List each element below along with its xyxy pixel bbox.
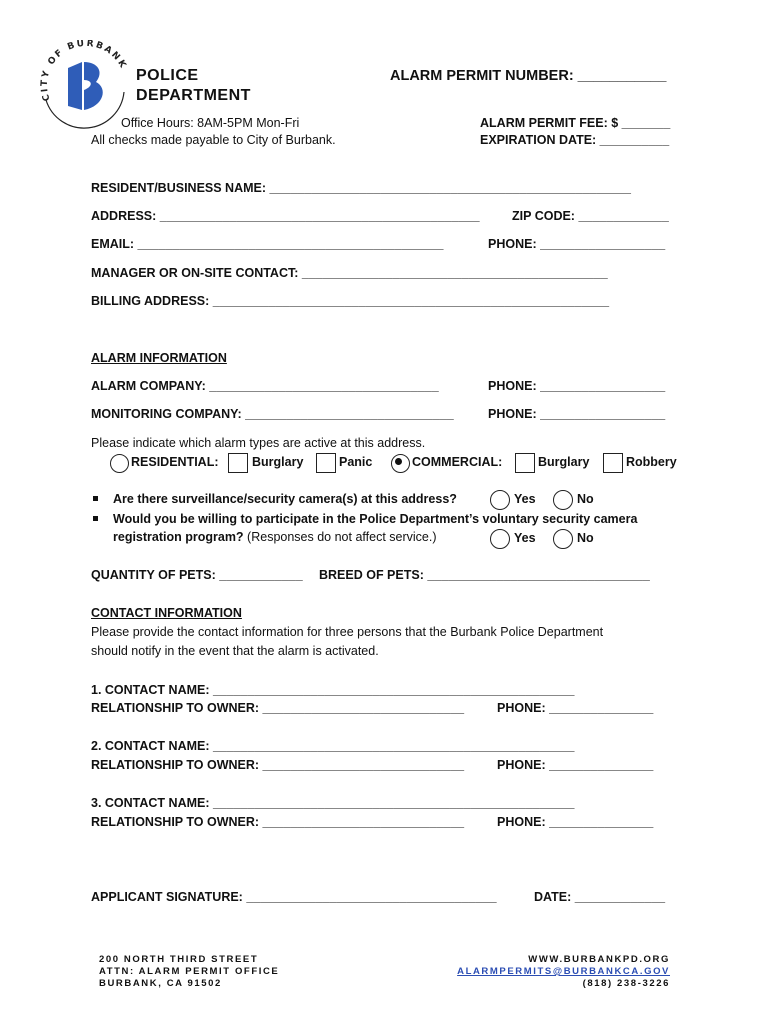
commercial-robbery-label: Robbery xyxy=(626,455,677,469)
contact-3-relationship-field[interactable]: RELATIONSHIP TO OWNER: _____________________________ xyxy=(91,815,465,829)
commercial-burglary-label: Burglary xyxy=(538,455,590,469)
resident-business-name-field[interactable]: RESIDENT/BUSINESS NAME: ____________________________________________________ xyxy=(91,181,631,195)
commercial-burglary-checkbox[interactable] xyxy=(515,453,535,473)
alarm-types-prompt: Please indicate which alarm types are active at this address. xyxy=(91,436,426,450)
permit-number-field[interactable]: ALARM PERMIT NUMBER: ___________ xyxy=(390,68,667,84)
registration-yes-radio[interactable] xyxy=(490,529,510,549)
bullet-icon xyxy=(93,496,98,501)
dept-name-line2: DEPARTMENT xyxy=(136,87,251,104)
registration-question-line2 xyxy=(113,530,437,544)
residential-burglary-label: Burglary xyxy=(252,455,304,469)
commercial-label: COMMERCIAL: xyxy=(412,455,503,469)
contact-2-relationship-field[interactable]: RELATIONSHIP TO OWNER: _____________________________ xyxy=(91,758,465,772)
camera-no-label: No xyxy=(577,492,594,506)
registration-no-radio[interactable] xyxy=(553,529,573,549)
contact-info-heading: CONTACT INFORMATION xyxy=(91,606,242,620)
registration-no-label: No xyxy=(577,531,594,545)
footer-address-line3: BURBANK, CA 91502 xyxy=(99,978,222,989)
footer-phone: (818) 238-3226 xyxy=(582,978,670,989)
billing-address-field[interactable]: BILLING ADDRESS: _________________________________________________________ xyxy=(91,294,610,308)
pets-quantity-field[interactable]: QUANTITY OF PETS: ____________ xyxy=(91,568,303,582)
permit-fee-field[interactable]: ALARM PERMIT FEE: $ _______ xyxy=(480,116,671,130)
commercial-radio[interactable] xyxy=(391,454,410,473)
phone-field[interactable]: PHONE: __________________ xyxy=(488,237,666,251)
contact-1-name-field[interactable]: 1. CONTACT NAME: ____________________________________________________ xyxy=(91,683,575,697)
city-seal-logo xyxy=(38,40,130,132)
contact-3-phone-field[interactable]: PHONE: _______________ xyxy=(497,815,654,829)
contact-info-desc-line1: Please provide the contact information for three persons that the Burbank Police Department xyxy=(91,625,604,639)
contact-1-relationship-field[interactable]: RELATIONSHIP TO OWNER: _____________________________ xyxy=(91,701,465,715)
monitoring-company-phone-field[interactable]: PHONE: __________________ xyxy=(488,407,666,421)
monitoring-company-field[interactable]: MONITORING COMPANY: ______________________________ xyxy=(91,407,454,421)
contact-2-name-field[interactable]: 2. CONTACT NAME: ____________________________________________________ xyxy=(91,739,575,753)
signature-date-field[interactable]: DATE: _____________ xyxy=(534,890,666,904)
contact-3-name-field[interactable]: 3. CONTACT NAME: ____________________________________________________ xyxy=(91,796,575,810)
office-hours: Office Hours: 8AM-5PM Mon-Fri xyxy=(121,116,300,130)
registration-question-note: (Responses do not affect service.) xyxy=(243,530,437,544)
expiration-date-field[interactable]: EXPIRATION DATE: __________ xyxy=(480,133,670,147)
contact-1-phone-field[interactable]: PHONE: _______________ xyxy=(497,701,654,715)
seal-graphic xyxy=(38,40,130,132)
camera-yes-label: Yes xyxy=(514,492,536,506)
commercial-robbery-checkbox[interactable] xyxy=(603,453,623,473)
residential-burglary-checkbox[interactable] xyxy=(228,453,248,473)
bullet-icon xyxy=(93,516,98,521)
pets-breed-field[interactable]: BREED OF PETS: ________________________________ xyxy=(319,568,650,582)
residential-label: RESIDENTIAL: xyxy=(131,455,219,469)
camera-no-radio[interactable] xyxy=(553,490,573,510)
alarm-company-field[interactable]: ALARM COMPANY: _________________________________ xyxy=(91,379,439,393)
camera-yes-radio[interactable] xyxy=(490,490,510,510)
contact-info-desc-line2: should notify in the event that the alarm is activated. xyxy=(91,644,379,658)
registration-question-line1: Would you be willing to participate in the Police Department’s voluntary security camera xyxy=(113,512,638,526)
dept-name-line1: POLICE xyxy=(136,67,199,84)
residential-panic-label: Panic xyxy=(339,455,373,469)
registration-yes-label: Yes xyxy=(514,531,536,545)
alarm-company-phone-field[interactable]: PHONE: __________________ xyxy=(488,379,666,393)
checks-payable: All checks made payable to City of Burbank. xyxy=(91,133,336,147)
alarm-info-heading: ALARM INFORMATION xyxy=(91,351,227,365)
svg-text:CITY OF BURBANK: CITY OF BURBANK xyxy=(39,40,129,103)
residential-radio[interactable] xyxy=(110,454,129,473)
zip-code-field[interactable]: ZIP CODE: _____________ xyxy=(512,209,669,223)
footer-email-link[interactable]: ALARMPERMITS@BURBANKCA.GOV xyxy=(457,966,670,977)
contact-2-phone-field[interactable]: PHONE: _______________ xyxy=(497,758,654,772)
footer-address-line1: 200 NORTH THIRD STREET xyxy=(99,954,259,965)
footer-website-link[interactable]: WWW.BURBANKPD.ORG xyxy=(528,954,670,965)
manager-contact-field[interactable]: MANAGER OR ON-SITE CONTACT: ____________________________________________ xyxy=(91,266,608,280)
camera-question: Are there surveillance/security camera(s) at this address? xyxy=(113,492,457,506)
residential-panic-checkbox[interactable] xyxy=(316,453,336,473)
address-field[interactable]: ADDRESS: ______________________________________________ xyxy=(91,209,480,223)
applicant-signature-field[interactable]: APPLICANT SIGNATURE: ____________________________________ xyxy=(91,890,497,904)
registration-question-bold: registration program? xyxy=(113,530,244,544)
footer-address-line2: ATTN: ALARM PERMIT OFFICE xyxy=(99,966,280,977)
email-field[interactable]: EMAIL: ____________________________________________ xyxy=(91,237,444,251)
